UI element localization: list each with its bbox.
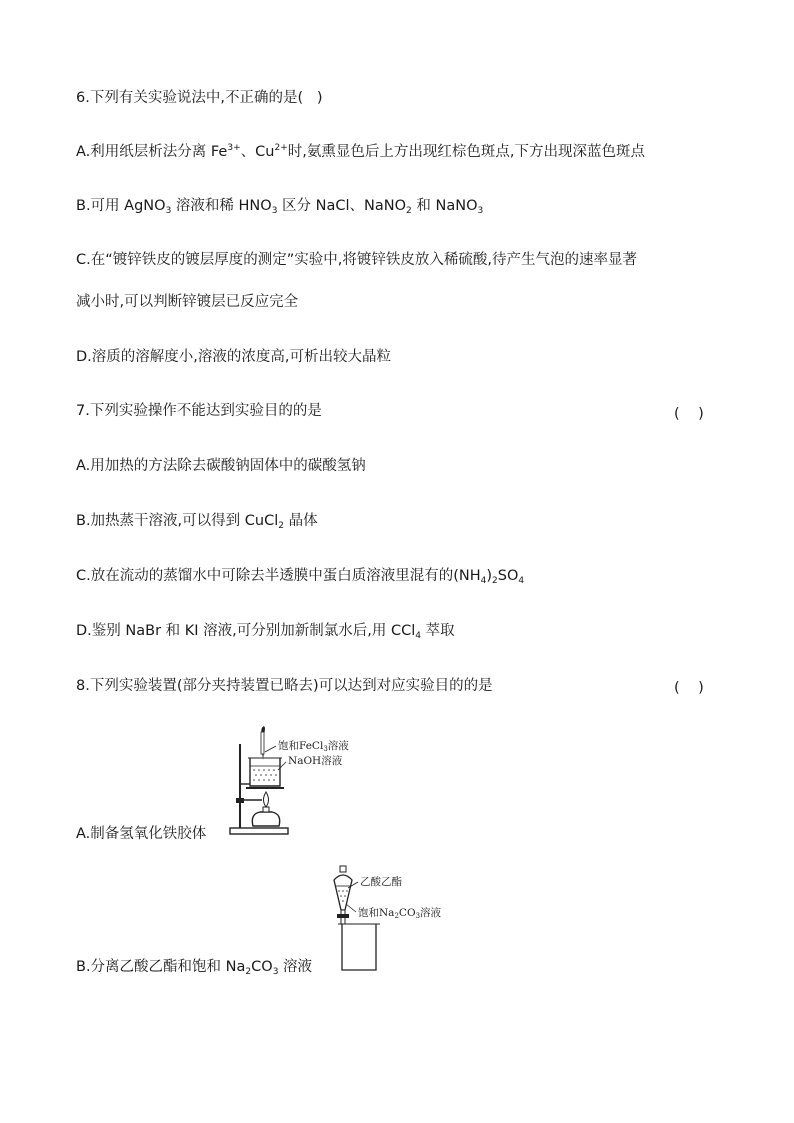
q6-option-b: B.可用 AgNO$_3$ 溶液和稀 $HNO_3$ 区分 NaCl、NaNO$_2$ 和 NaNO$_3$: [76, 198, 484, 216]
q8-option-a: A.制备氢氧化铁胶体: [76, 826, 207, 842]
q6-option-a: A.利用纸层析法分离 $Fe^{3+}$、$Cu^{2+}$时,氨熏显色后上方出现红棕色斑点,下方出现深蓝色斑点: [76, 143, 645, 160]
q8-stem: 8.下列实验装置(部分夹持装置已略去)可以达到对应实验目的的是: [76, 678, 493, 694]
fig-b-label-na2co3: 饱和Na: [358, 907, 395, 919]
q7-answer-paren: ( ): [674, 406, 704, 422]
q6-stem: 6.下列有关实验说法中,不正确的是( ): [76, 90, 323, 106]
apparatus-figure-a: [226, 722, 366, 840]
beaker-b: [342, 924, 376, 970]
fig-b-label-ester: 乙酸乙酯: [360, 876, 402, 888]
q7-option-d: D.鉴别 NaBr 和 KI 溶液,可分别加新制氯水后,用 CCl$_4$ 萃取: [76, 623, 455, 641]
q6-option-c-line1: C.在“镀锌铁皮的镀层厚度的测定”实验中,将镀锌铁皮放入稀硫酸,待产生气泡的速率显著: [76, 252, 637, 268]
svg-text:饱和FeCl3溶液: 饱和FeCl3溶液: [278, 740, 349, 753]
svg-text:饱和Na2CO3溶液: 饱和Na2CO3溶液: [358, 907, 442, 920]
stand-base: [230, 828, 288, 834]
q7-option-c: C.放在流动的蒸馏水中可除去半透膜中蛋白质溶液里混有的$(NH_4)_2SO_4$: [76, 568, 525, 586]
separating-funnel: [334, 875, 352, 910]
q8-option-b: B.分离乙酸乙酯和饱和 $Na_2CO_3$ 溶液: [76, 959, 313, 977]
q7-stem: 7.下列实验操作不能达到实验目的的是: [76, 403, 322, 419]
apparatus-figure-b: [324, 866, 454, 976]
q6-option-c-line2: 减小时,可以判断锌镀层已反应完全: [76, 294, 299, 310]
fig-a-label-fecl3: 饱和FeCl: [278, 740, 324, 752]
alcohol-lamp: [252, 812, 279, 826]
q6-option-d: D.溶质的溶解度小,溶液的浓度高,可析出较大晶粒: [76, 349, 391, 365]
q7-option-b: B.加热蒸干溶液,可以得到 CuCl$_2$ 晶体: [76, 513, 318, 531]
q8-answer-paren: ( ): [674, 680, 704, 696]
beaker: [250, 758, 280, 786]
q7-option-a: A.用加热的方法除去碳酸钠固体中的碳酸氢钠: [76, 458, 366, 474]
fig-a-label-naoh: NaOH溶液: [288, 755, 343, 767]
